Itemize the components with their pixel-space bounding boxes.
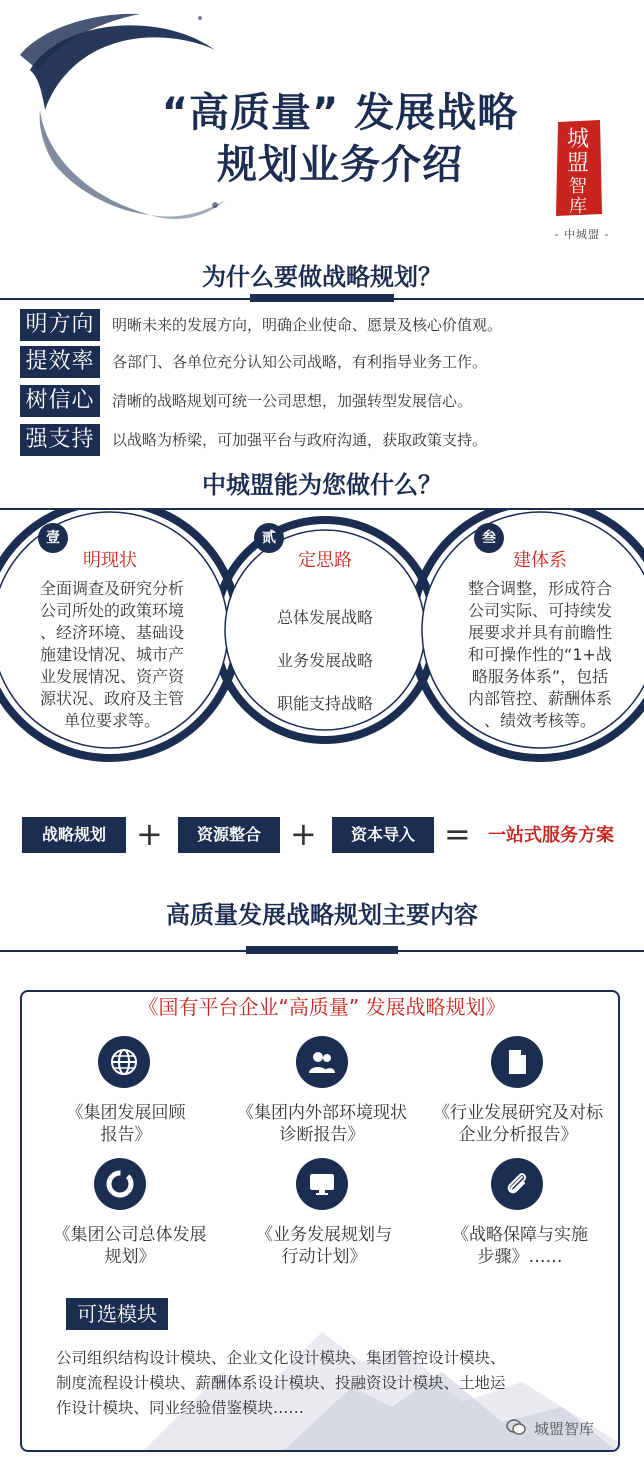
report-title-line: 《集团公司总体发展 bbox=[53, 1225, 207, 1245]
service-desc-line: 整合调整，形成符合 bbox=[467, 579, 612, 598]
why-item bbox=[20, 385, 630, 417]
optional-modules-line: 作设计模块、同业经验借鉴模块…… bbox=[56, 1399, 305, 1417]
service-title: 建体系 bbox=[513, 550, 567, 571]
service-desc-line: 全面调查及研究分析 bbox=[39, 579, 184, 598]
why-item-text: 清晰的战略规划可统一公司思想，加强转型发展信心。 bbox=[112, 392, 473, 410]
formula-result: 一站式服务方案 bbox=[488, 825, 614, 846]
service-desc-line: 施建设情况、城市产 bbox=[39, 645, 184, 664]
optional-modules-text bbox=[56, 1346, 596, 1421]
content-divider-accent bbox=[246, 946, 398, 954]
document-icon bbox=[491, 1036, 543, 1088]
wechat-icon bbox=[506, 1418, 526, 1436]
service-desc-line: 业务发展战略 bbox=[276, 651, 373, 670]
service-badge: 叁 bbox=[474, 523, 504, 553]
report-title-line: 诊断报告》 bbox=[279, 1125, 365, 1145]
why-item-text: 以战略为桥梁，可加强平台与政府沟通，获取政策支持。 bbox=[112, 431, 488, 449]
why-item-label: 强支持 bbox=[20, 424, 100, 456]
service-desc-line: 源状况、政府及主管 bbox=[39, 689, 184, 708]
service-desc-line: 内部管控、薪酬体系 bbox=[467, 689, 612, 708]
service-title: 明现状 bbox=[83, 550, 137, 571]
hero-title-line1: “高质量” 发展战略 bbox=[161, 90, 519, 136]
service-desc-line: 单位要求等。 bbox=[63, 711, 160, 730]
service-desc-line: 略服务体系”，包括 bbox=[471, 667, 609, 686]
why-item bbox=[20, 346, 630, 378]
hero-title-line2: 规划业务介绍 bbox=[217, 142, 463, 188]
report-title-line: 《行业发展研究及对标 bbox=[433, 1103, 603, 1123]
globe-icon bbox=[98, 1036, 150, 1088]
report-title bbox=[30, 1224, 230, 1268]
report-title-line: 《业务发展规划与 bbox=[256, 1225, 392, 1245]
service-desc-line: 、绩效考核等。 bbox=[483, 711, 596, 730]
frame-title: 《国有平台企业“高质量” 发展战略规划》 bbox=[138, 995, 506, 1019]
formula-item: 战略规划 bbox=[22, 817, 126, 853]
why-heading: 为什么要做战略规划？ bbox=[202, 263, 442, 291]
report-title bbox=[224, 1224, 424, 1268]
seal-caption: - 中城盟 - bbox=[554, 228, 610, 241]
report-title-line: 企业分析报告》 bbox=[458, 1125, 578, 1145]
service-desc bbox=[24, 578, 200, 732]
optional-modules-line: 公司组织结构设计模块、企业文化设计模块、集团管控设计模块、 bbox=[56, 1349, 506, 1367]
service-desc-line: 业发展情况、资产资 bbox=[39, 667, 184, 686]
report-title-line: 《战略保障与实施 bbox=[452, 1225, 588, 1245]
watermark-text: 城盟智库 bbox=[534, 1420, 595, 1438]
equals-sign: = bbox=[444, 815, 471, 853]
people-icon bbox=[296, 1036, 348, 1088]
service-desc-line: 公司实际、可持续发 bbox=[467, 601, 612, 620]
monitor-icon bbox=[296, 1158, 348, 1210]
service-desc-line: 职能支持战略 bbox=[276, 694, 373, 713]
service-desc bbox=[250, 596, 400, 725]
report-title bbox=[222, 1102, 422, 1146]
service-desc-line: 、经济环境、基础设 bbox=[39, 623, 184, 642]
svg-text:城: 城 bbox=[566, 127, 590, 152]
services-heading: 中城盟能为您做什么？ bbox=[202, 471, 442, 499]
report-title-line: 规划》 bbox=[104, 1247, 156, 1267]
optional-modules-line: 制度流程设计模块、薪酬体系设计模块、投融资设计模块、土地运 bbox=[56, 1374, 506, 1392]
report-title-line: 步骤》…… bbox=[477, 1247, 563, 1267]
content-heading: 高质量发展战略规划主要内容 bbox=[166, 901, 478, 929]
ring-chart-icon bbox=[94, 1158, 146, 1210]
service-desc bbox=[452, 578, 628, 732]
svg-text:智: 智 bbox=[569, 176, 587, 197]
why-item-text: 各部门、各单位充分认知公司战略，有利指导业务工作。 bbox=[112, 353, 488, 371]
service-desc-line: 和可操作性的“1+战 bbox=[468, 645, 612, 664]
why-divider-accent bbox=[250, 294, 394, 302]
report-title-line: 行动计划》 bbox=[281, 1247, 367, 1267]
service-desc-line: 公司所处的政策环境 bbox=[39, 601, 184, 620]
service-title: 定思路 bbox=[298, 550, 352, 571]
formula-item: 资本导入 bbox=[332, 817, 434, 853]
service-desc-line: 总体发展战略 bbox=[276, 608, 373, 627]
report-title-line: 报告》 bbox=[100, 1125, 152, 1145]
why-item-label: 提效率 bbox=[20, 346, 100, 378]
paperclip-icon bbox=[491, 1158, 543, 1210]
svg-text:库: 库 bbox=[569, 196, 587, 217]
seal-stamp bbox=[552, 118, 604, 218]
plus-sign: + bbox=[136, 815, 163, 853]
plus-sign: + bbox=[290, 815, 317, 853]
report-title bbox=[418, 1102, 618, 1146]
report-title-line: 《集团发展回顾 bbox=[66, 1103, 186, 1123]
formula-item: 资源整合 bbox=[178, 817, 280, 853]
why-item-label: 明方向 bbox=[20, 309, 100, 341]
optional-modules-label: 可选模块 bbox=[66, 1298, 168, 1330]
report-title bbox=[420, 1224, 620, 1268]
service-badge: 贰 bbox=[254, 523, 284, 553]
why-item-text: 明晰未来的发展方向，明确企业使命、愿景及核心价值观。 bbox=[112, 316, 503, 334]
service-desc-line: 展要求并具有前瞻性 bbox=[467, 623, 612, 642]
report-title bbox=[26, 1102, 226, 1146]
why-item bbox=[20, 424, 630, 456]
report-title-line: 《集团内外部环境现状 bbox=[237, 1103, 407, 1123]
why-item bbox=[20, 309, 630, 341]
why-item-label: 树信心 bbox=[20, 385, 100, 417]
svg-text:盟: 盟 bbox=[566, 151, 590, 176]
service-badge: 壹 bbox=[38, 523, 68, 553]
